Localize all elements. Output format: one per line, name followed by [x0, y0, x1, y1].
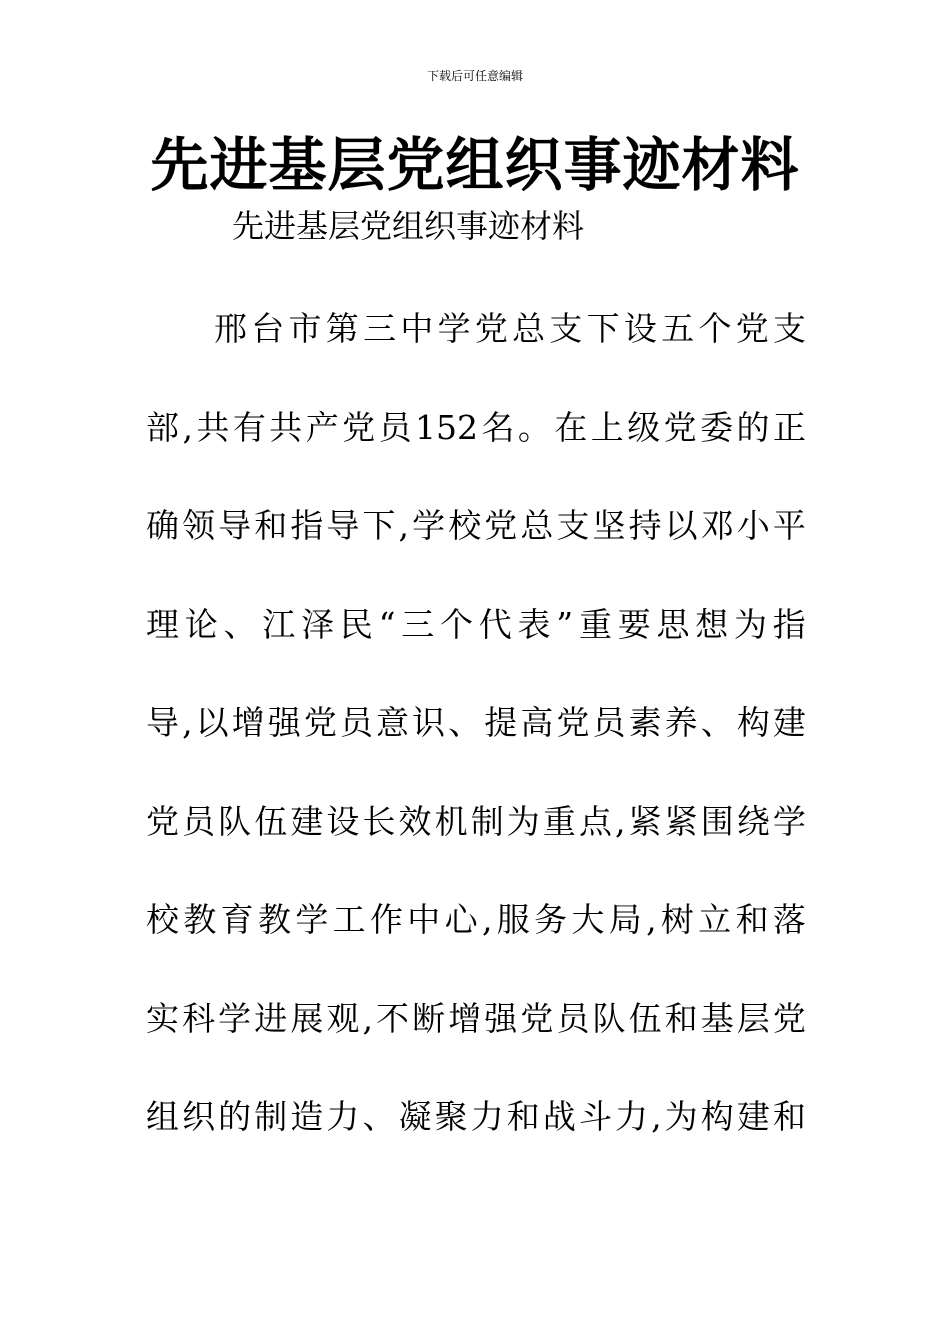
body-line: 组 织 的 制 造 力 、 凝 聚 力 和 战 斗 力 , 为 构 建 和: [146, 1097, 806, 1136]
body-line: 导 , 以 增 强 党 员 意 识 、 提 高 党 员 素 养 、 构 建: [146, 703, 806, 742]
header-note: 下载后可任意编辑: [426, 69, 523, 83]
body-paragraph: [146, 308, 816, 1195]
body-line: 邢 台 市 第 三 中 学 党 总 支 下 设 五 个 党 支: [214, 309, 806, 348]
body-line: 校 教 育 教 学 工 作 中 心 , 服 务 大 局 , 树 立 和 落: [146, 900, 806, 939]
body-line: 党 员 队 伍 建 设 长 效 机 制 为 重 点 , 紧 紧 围 绕 学: [146, 801, 806, 841]
body-line: 理 论 、 江 泽 民 “ 三 个 代 表 ” 重 要 思 想 为 指: [146, 604, 806, 644]
body-line: 部 , 共 有 共 产 党 员 152 名 。 在 上 级 党 委 的 正: [146, 407, 806, 447]
body-line: 实 科 学 进 展 观 , 不 断 增 强 党 员 队 伍 和 基 层 党: [146, 998, 806, 1038]
page-subtitle: 先进基层党组织事迹材料: [232, 207, 585, 245]
body-line: 确 领 导 和 指 导 下 , 学 校 党 总 支 坚 持 以 邓 小 平: [146, 506, 806, 545]
page-title: 先进基层党组织事迹材料: [150, 131, 800, 199]
